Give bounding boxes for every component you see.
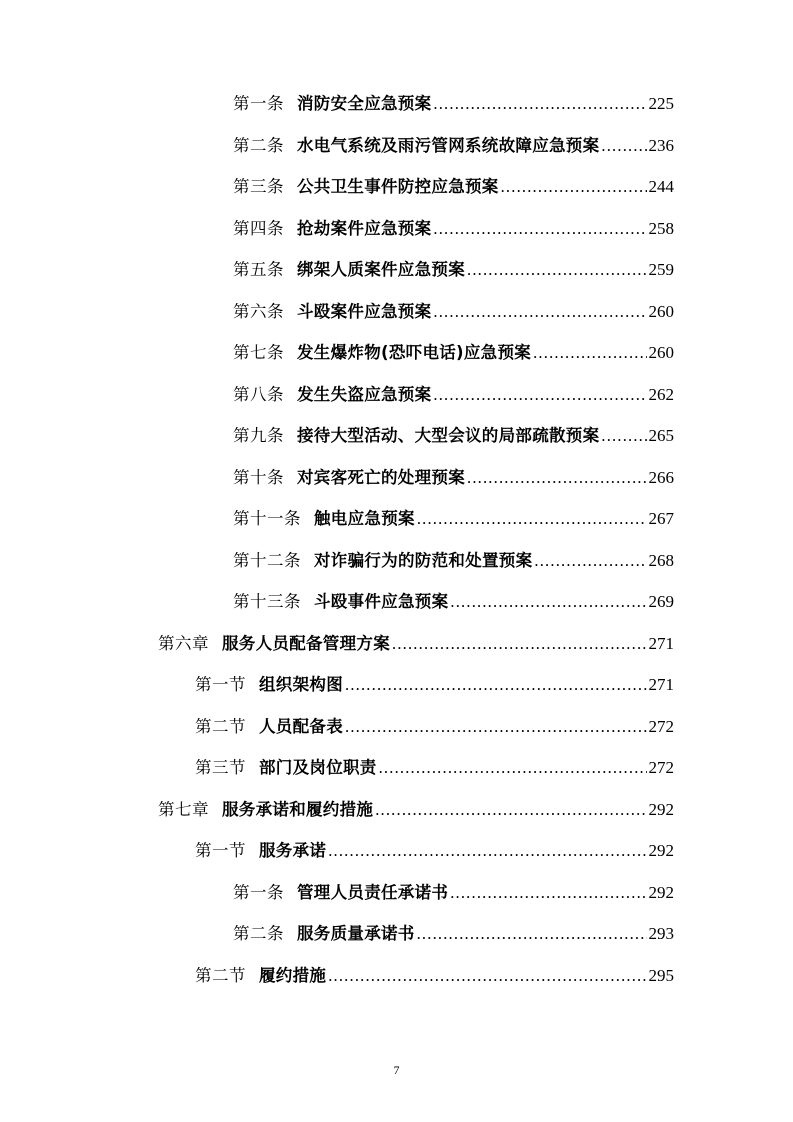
toc-entry[interactable]: [233, 462, 674, 494]
dot-leader: [534, 545, 646, 577]
toc-entry-page: 244: [648, 177, 674, 196]
dot-leader: [601, 130, 646, 162]
dot-leader: [433, 88, 646, 120]
dot-leader: [433, 296, 646, 328]
dot-leader: [345, 711, 647, 743]
toc-entry[interactable]: [158, 794, 674, 826]
toc-entry-title: 抢劫案件应急预案: [297, 218, 432, 238]
toc-entry[interactable]: [195, 711, 674, 743]
toc-entry-number: 第三条: [233, 177, 284, 196]
toc-entry-title: 管理人员责任承诺书: [297, 882, 449, 902]
toc-entry[interactable]: [233, 171, 674, 203]
toc-entry[interactable]: [233, 254, 674, 286]
toc-entry-number: 第二节: [195, 716, 246, 736]
toc-entry[interactable]: [233, 545, 674, 577]
toc-entry-number: 第十一条: [233, 509, 301, 528]
toc-entry[interactable]: [233, 503, 674, 535]
dot-leader: [379, 752, 647, 784]
toc-entry[interactable]: [195, 752, 674, 784]
dot-leader: [417, 918, 647, 950]
toc-entry-title: 水电气系统及雨污管网系统故障应急预案: [297, 135, 600, 155]
dot-leader: [601, 420, 646, 452]
dot-leader: [450, 877, 646, 909]
dot-leader: [467, 462, 647, 494]
toc-entry-page: 269: [648, 592, 674, 611]
toc-entry-title: 触电应急预案: [314, 509, 415, 528]
toc-entry-title: 履约措施: [259, 965, 327, 985]
toc-entry[interactable]: [233, 877, 674, 909]
dot-leader: [328, 835, 646, 867]
toc-entry-title: 斗殴事件应急预案: [314, 592, 449, 611]
toc-entry-title: 服务人员配备管理方案: [222, 633, 390, 653]
dot-leader: [417, 503, 647, 535]
toc-entry-title: 服务质量承诺书: [297, 924, 415, 943]
toc-entry-page: 267: [648, 509, 674, 528]
dot-leader: [501, 171, 647, 203]
toc-entry-number: 第四条: [233, 218, 284, 238]
toc-entry[interactable]: [195, 669, 674, 701]
toc-entry[interactable]: [233, 420, 674, 452]
toc-entry-page: 265: [648, 426, 674, 445]
toc-entry[interactable]: [233, 296, 674, 328]
toc-entry-number: 第三节: [195, 758, 246, 777]
toc-entry-number: 第九条: [233, 426, 284, 445]
toc-entry-page: 293: [648, 924, 674, 943]
toc-entry-title: 对宾客死亡的处理预案: [297, 467, 465, 487]
toc-entry-title: 人员配备表: [259, 716, 343, 736]
toc-entry-title: 发生失盗应急预案: [297, 384, 432, 404]
toc-entry-title: 组织架构图: [259, 675, 343, 694]
toc-entry-title: 服务承诺: [259, 841, 327, 860]
toc-entry[interactable]: [233, 918, 674, 950]
page-number: 7: [393, 1063, 400, 1077]
toc-entry-number: 第六章: [158, 633, 209, 653]
dot-leader: [375, 794, 646, 826]
toc-entry[interactable]: [233, 379, 674, 411]
toc-entry[interactable]: [158, 628, 674, 660]
toc-entry-number: 第十三条: [233, 592, 301, 611]
toc-entry-number: 第一节: [195, 675, 246, 694]
toc-entry-number: 第十二条: [233, 550, 301, 570]
toc-entry-page: 295: [648, 965, 674, 985]
toc-entry-title: 对诈骗行为的防范和处置预案: [314, 550, 533, 570]
toc-entry[interactable]: [195, 835, 674, 867]
toc-entry-title: 绑架人质案件应急预案: [297, 260, 465, 279]
toc-entry[interactable]: [233, 88, 674, 120]
toc-entry-title: 公共卫生事件防控应急预案: [297, 177, 499, 196]
toc-entry-number: 第五条: [233, 260, 284, 279]
toc-entry-title: 斗殴案件应急预案: [297, 301, 432, 321]
toc-entry-page: 271: [648, 675, 674, 694]
toc-entry-page: 260: [648, 301, 674, 321]
toc-entry-number: 第一条: [233, 94, 284, 113]
toc-entry[interactable]: [233, 213, 674, 245]
toc-entry-page: 272: [648, 758, 674, 777]
toc-entry[interactable]: [195, 960, 674, 992]
toc-entry[interactable]: [233, 337, 674, 369]
dot-leader: [433, 213, 646, 245]
dot-leader: [433, 379, 646, 411]
toc-entry-number: 第六条: [233, 301, 284, 321]
toc-entry-page: 258: [648, 218, 674, 238]
toc-entry-page: 272: [648, 716, 674, 736]
toc-entry-page: 259: [648, 260, 674, 279]
toc-entry-page: 271: [648, 633, 674, 653]
toc-entry-page: 292: [648, 799, 674, 819]
toc-entry-title: 发生爆炸物(恐吓电话)应急预案: [297, 343, 532, 362]
toc-entry-page: 262: [648, 384, 674, 404]
toc-entry-number: 第二节: [195, 965, 246, 985]
toc-entry-title: 服务承诺和履约措施: [222, 799, 374, 819]
toc-entry-page: 266: [648, 467, 674, 487]
dot-leader: [392, 628, 647, 660]
toc-entry-title: 消防安全应急预案: [297, 94, 432, 113]
toc-entry-title: 接待大型活动、大型会议的局部疏散预案: [297, 426, 600, 445]
toc-entry-number: 第二条: [233, 135, 284, 155]
dot-leader: [328, 960, 646, 992]
toc-entry-number: 第七章: [158, 799, 209, 819]
toc-entry-title: 部门及岗位职责: [259, 758, 377, 777]
dot-leader: [345, 669, 647, 701]
dot-leader: [450, 586, 646, 618]
toc-entry-page: 236: [648, 135, 674, 155]
toc-entry-page: 292: [648, 882, 674, 902]
toc-entry-number: 第八条: [233, 384, 284, 404]
toc-entry-number: 第二条: [233, 924, 284, 943]
toc-entry-number: 第一节: [195, 841, 246, 860]
toc-entry-number: 第七条: [233, 343, 284, 362]
dot-leader: [533, 337, 646, 369]
toc-entry-page: 260: [648, 343, 674, 362]
toc-entry[interactable]: [233, 130, 674, 162]
dot-leader: [467, 254, 647, 286]
toc-entry-number: 第一条: [233, 882, 284, 902]
toc-entry[interactable]: [233, 586, 674, 618]
toc-entry-number: 第十条: [233, 467, 284, 487]
toc-entry-page: 225: [648, 94, 674, 113]
toc-entry-page: 292: [648, 841, 674, 860]
toc-entry-page: 268: [648, 550, 674, 570]
